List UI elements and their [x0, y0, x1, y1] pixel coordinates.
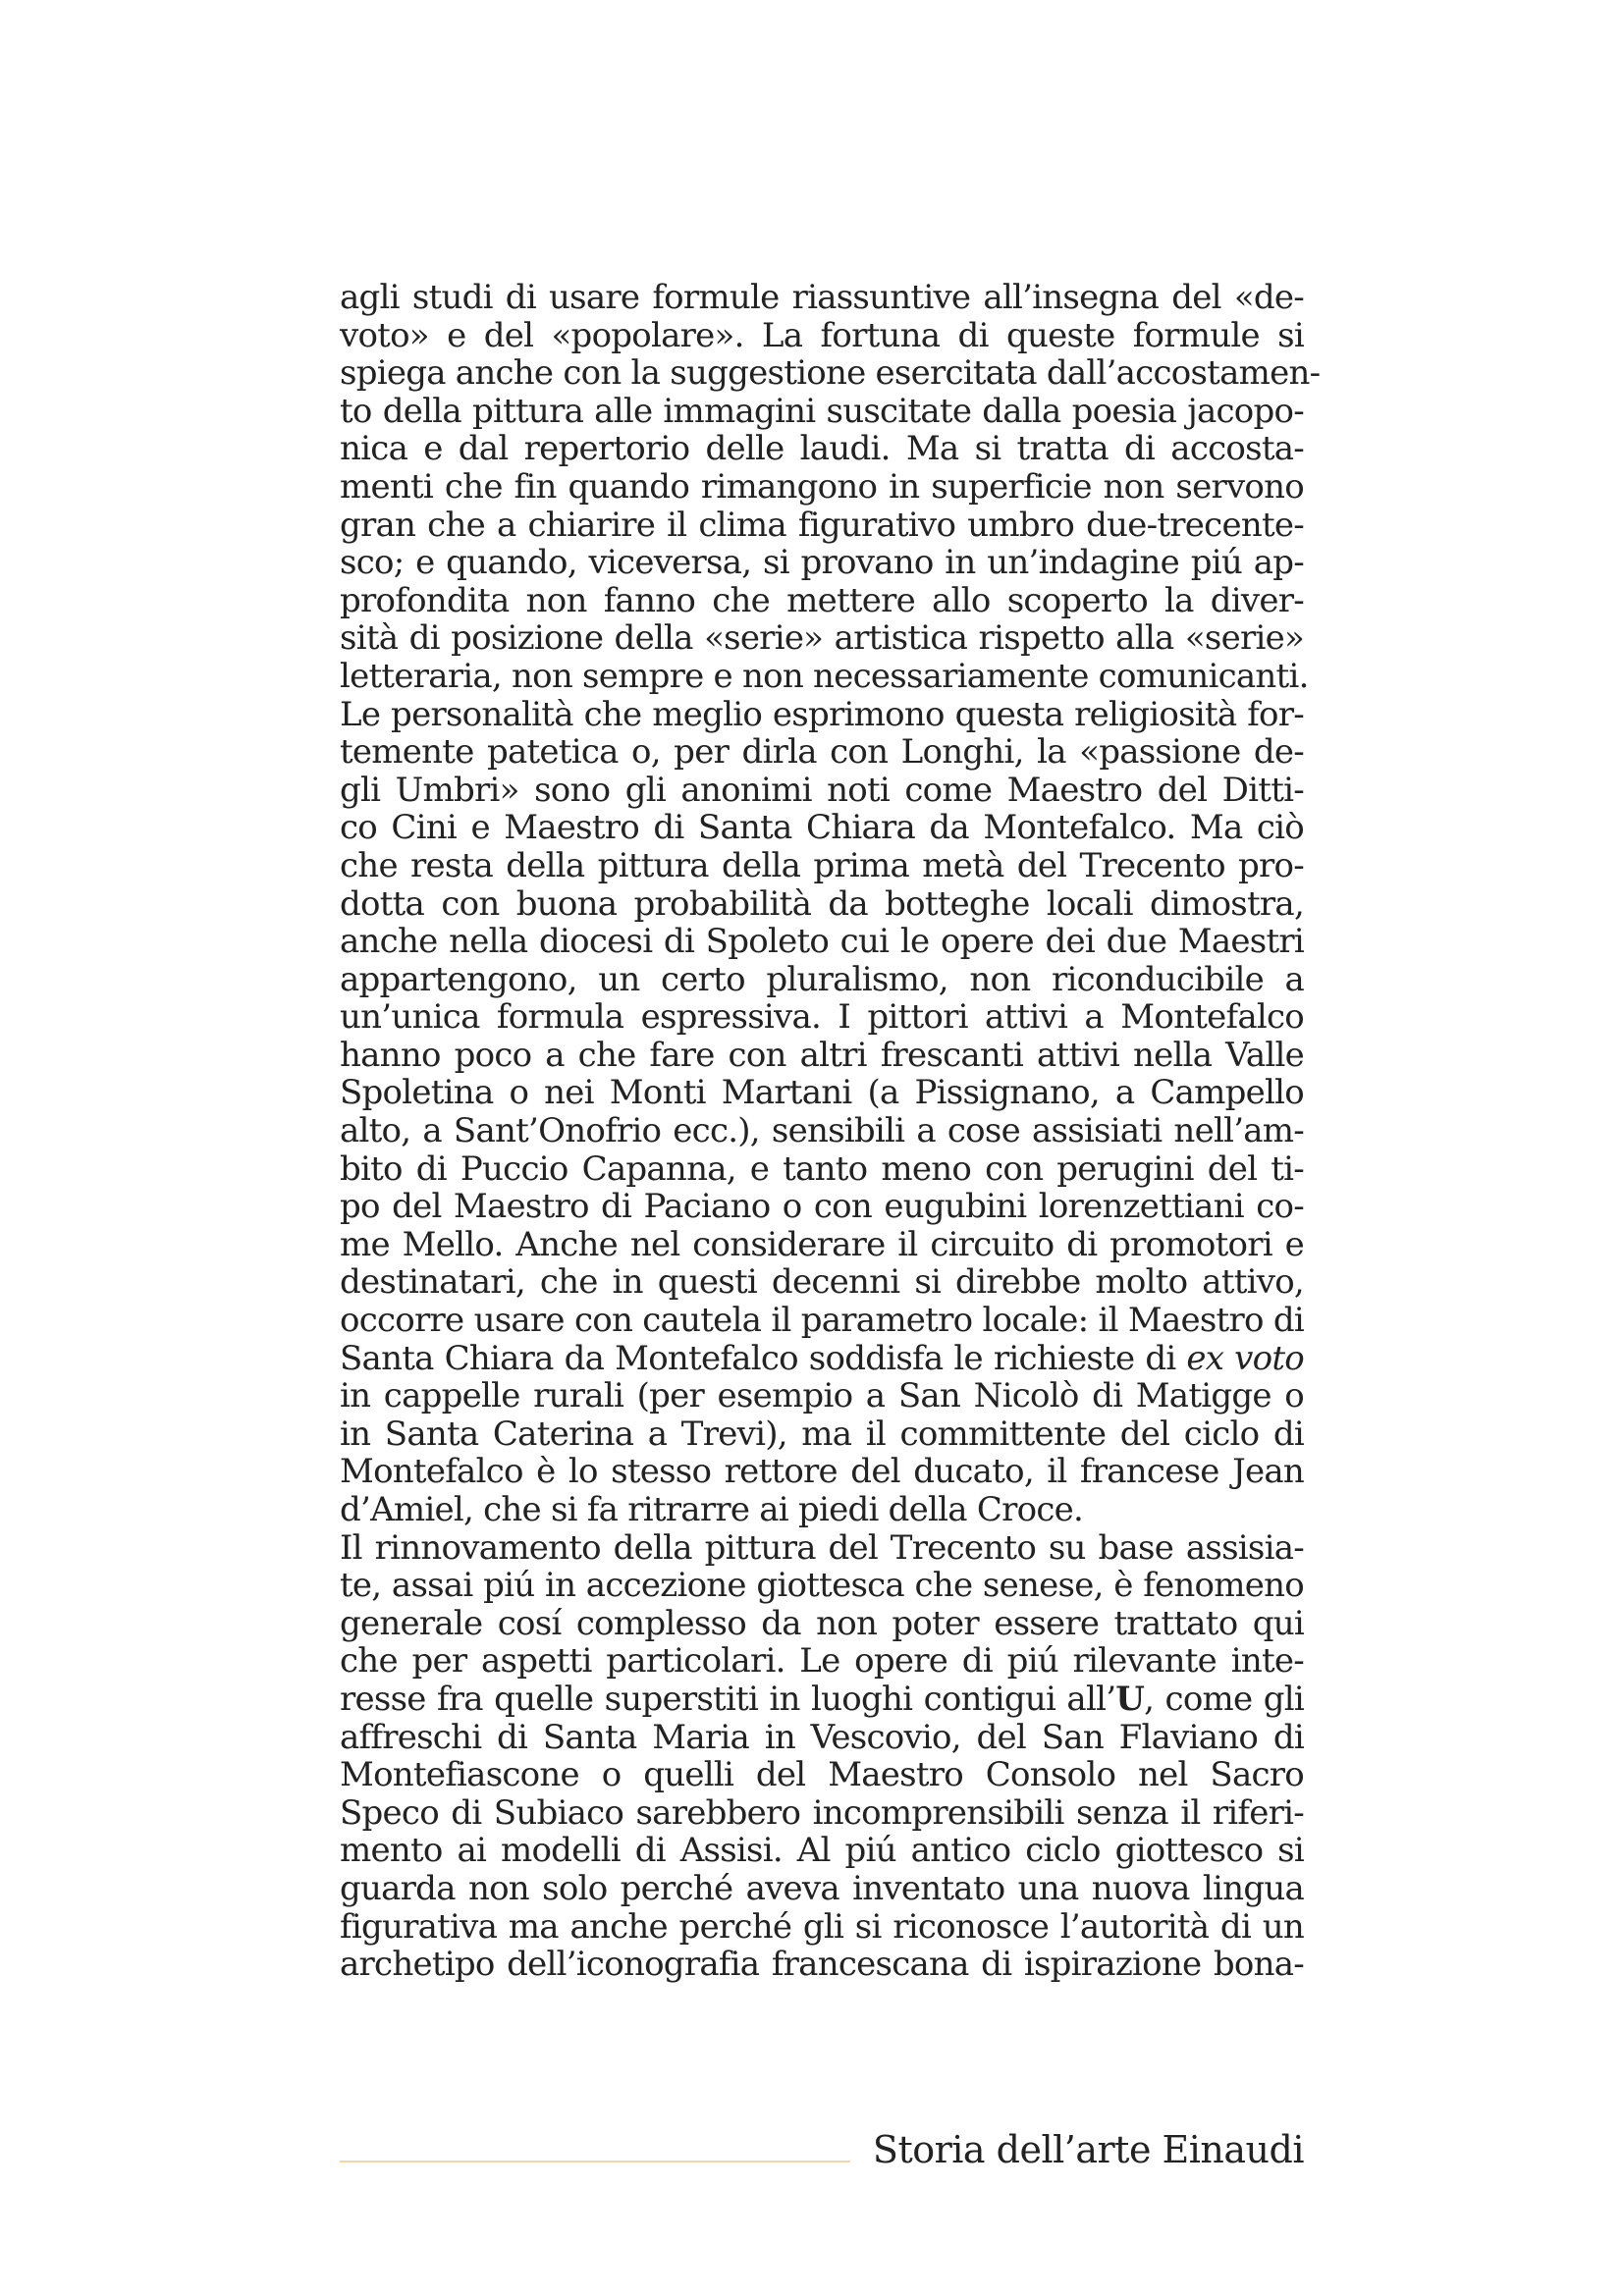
- text-segment: sco; e quando, viceversa, si provano in un’indagine piú ap-: [340, 543, 1304, 583]
- text-segment: appartengono, un certo pluralismo, non riconducibile a: [340, 959, 1304, 999]
- text-segment: generale cosí complesso da non poter essere trattato qui: [340, 1603, 1304, 1643]
- text-segment: Santa Chiara da Montefalco soddisfa le richieste di: [340, 1338, 1187, 1378]
- text-segment: resse fra quelle superstiti in luoghi contigui all’: [340, 1679, 1116, 1719]
- text-segment: Il rinnovamento della pittura del Trecento su base assisia-: [340, 1527, 1304, 1568]
- text-segment: occorre usare con cautela il parametro locale: il Maestro di: [340, 1301, 1304, 1341]
- text-line: [340, 393, 1304, 431]
- text-line: [340, 1529, 1304, 1568]
- text-segment: Le personalità che meglio esprimono questa religiosità for-: [340, 694, 1304, 734]
- text-segment: gran che a chiarire il clima figurativo umbro due-trecente-: [340, 505, 1304, 545]
- text-segment: hanno poco a che fare con altri frescanti attivi nella Valle: [340, 1035, 1304, 1075]
- text-line: [340, 1605, 1304, 1643]
- text-line: [340, 1188, 1304, 1226]
- bold-siglum: U: [1115, 1679, 1145, 1719]
- text-line: [340, 1491, 1304, 1529]
- text-line: [340, 1453, 1304, 1491]
- text-line: [340, 430, 1304, 468]
- text-line: [340, 1681, 1304, 1719]
- text-line: [340, 1302, 1304, 1340]
- text-line: [340, 1112, 1304, 1150]
- text-line: [340, 1074, 1304, 1112]
- text-line: [340, 1908, 1304, 1947]
- text-segment: archetipo dell’iconografia francescana di ispirazione bona-: [340, 1945, 1304, 1985]
- text-line: [340, 696, 1304, 734]
- text-line: [340, 923, 1304, 961]
- text-line: [340, 772, 1304, 810]
- text-line: [340, 544, 1304, 582]
- text-line: [340, 733, 1304, 772]
- text-line: [340, 279, 1304, 317]
- text-segment: mento ai modelli di Assisi. Al piú antico ciclo giottesco si: [340, 1831, 1304, 1871]
- text-segment: Montefiascone o quelli del Maestro Consolo nel Sacro: [340, 1755, 1304, 1795]
- text-segment: , come gli: [1144, 1679, 1305, 1719]
- text-line: [340, 1340, 1304, 1378]
- text-segment: nica e dal repertorio delle laudi. Ma si tratta di accosta-: [340, 429, 1304, 469]
- text-segment: profondita non fanno che mettere allo scoperto la diver-: [340, 580, 1304, 620]
- text-line: [340, 1150, 1304, 1189]
- text-segment: po del Maestro di Paciano o con eugubini lorenzettiani co-: [340, 1187, 1304, 1227]
- text-segment: in cappelle rurali (per esempio a San Nicolò di Matigge o: [340, 1376, 1304, 1416]
- text-segment: Montefalco è lo stesso rettore del ducato, il francese Jean: [340, 1452, 1304, 1492]
- italic-phrase: ex voto: [1186, 1338, 1304, 1378]
- text-line: [340, 353, 1321, 394]
- text-segment: che resta della pittura della prima metà del Trecento pro-: [340, 845, 1304, 885]
- text-segment: destinatari, che in questi decenni si direbbe molto attivo,: [340, 1262, 1304, 1303]
- text-segment: guarda non solo perché aveva inventato una nuova lingua: [340, 1868, 1304, 1908]
- text-segment: dotta con buona probabilità da botteghe locali dimostra,: [340, 883, 1304, 924]
- text-segment: letteraria, non sempre e non necessariamente comunicanti.: [340, 656, 1309, 696]
- text-line: [340, 961, 1304, 999]
- text-line: [340, 1870, 1304, 1908]
- text-segment: te, assai piú in accezione giottesca che senese, è fenomeno: [340, 1566, 1304, 1606]
- text-segment: Spoletina o nei Monti Martani (a Pissignano, a Campello: [340, 1073, 1304, 1113]
- text-segment: un’unica formula espressiva. I pittori attivi a Montefalco: [340, 997, 1304, 1038]
- body-text: [340, 278, 1321, 1985]
- text-line: [340, 1794, 1304, 1833]
- text-segment: Speco di Subiaco sarebbero incomprensibili senza il riferi-: [340, 1792, 1304, 1833]
- text-line: [340, 656, 1309, 696]
- text-segment: affreschi di Santa Maria in Vescovio, del San Flaviano di: [340, 1717, 1304, 1757]
- text-segment: co Cini e Maestro di Santa Chiara da Montefalco. Ma ciò: [340, 808, 1304, 848]
- text-line: [340, 1377, 1304, 1415]
- text-line: [340, 1756, 1304, 1794]
- text-line: [340, 1037, 1304, 1075]
- text-segment: d’Amiel, che si fa ritrarre ai piedi della Croce.: [340, 1490, 1084, 1529]
- text-line: [340, 1832, 1304, 1870]
- text-segment: gli Umbri» sono gli anonimi noti come Maestro del Ditti-: [340, 770, 1304, 810]
- text-line: [340, 1719, 1304, 1757]
- text-line: [340, 809, 1304, 847]
- text-segment: in Santa Caterina a Trevi), ma il committente del ciclo di: [340, 1414, 1304, 1454]
- text-segment: anche nella diocesi di Spoleto cui le opere dei due Maestri: [340, 922, 1304, 962]
- text-segment: bito di Puccio Capanna, e tanto meno con perugini del ti-: [340, 1148, 1304, 1189]
- text-line: [340, 317, 1304, 355]
- text-segment: to della pittura alle immagini suscitate dalla poesia jacopo-: [340, 391, 1304, 431]
- text-line: [340, 1642, 1304, 1681]
- text-line: [340, 1415, 1304, 1454]
- text-segment: voto» e del «popolare». La fortuna di queste formule si: [340, 315, 1304, 355]
- text-line: [340, 468, 1304, 507]
- text-segment: che per aspetti particolari. Le opere di piú rilevante inte-: [340, 1641, 1304, 1682]
- text-segment: menti che fin quando rimangono in superficie non servono: [340, 466, 1304, 507]
- text-segment: spiega anche con la suggestione esercitata dall’accostamen-: [340, 353, 1321, 394]
- text-line: [340, 1263, 1304, 1302]
- footer-rule: [340, 2161, 850, 2163]
- text-segment: figurativa ma anche perché gli si riconosce l’autorità di un: [340, 1906, 1304, 1947]
- text-segment: me Mello. Anche nel considerare il circuito di promotori e: [340, 1224, 1304, 1264]
- text-segment: agli studi di usare formule riassuntive all’insegna del «de-: [340, 278, 1304, 317]
- text-line: [340, 885, 1304, 924]
- text-line: [340, 582, 1304, 620]
- text-line: [340, 507, 1304, 545]
- footer-title: Storia dell’arte Einaudi: [872, 2128, 1304, 2171]
- text-segment: temente patetica o, per dirla con Longhi, la «passione de-: [340, 732, 1304, 773]
- text-segment: sità di posizione della «serie» artistica rispetto alla «serie»: [340, 618, 1304, 659]
- text-line: [340, 619, 1304, 658]
- text-line: [340, 1946, 1304, 1984]
- text-line: [340, 998, 1304, 1037]
- text-line: [340, 1226, 1304, 1264]
- text-line: [340, 847, 1304, 885]
- text-segment: alto, a Sant’Onofrio ecc.), sensibili a cose assisiati nell’am-: [340, 1111, 1304, 1151]
- text-line: [340, 1567, 1304, 1605]
